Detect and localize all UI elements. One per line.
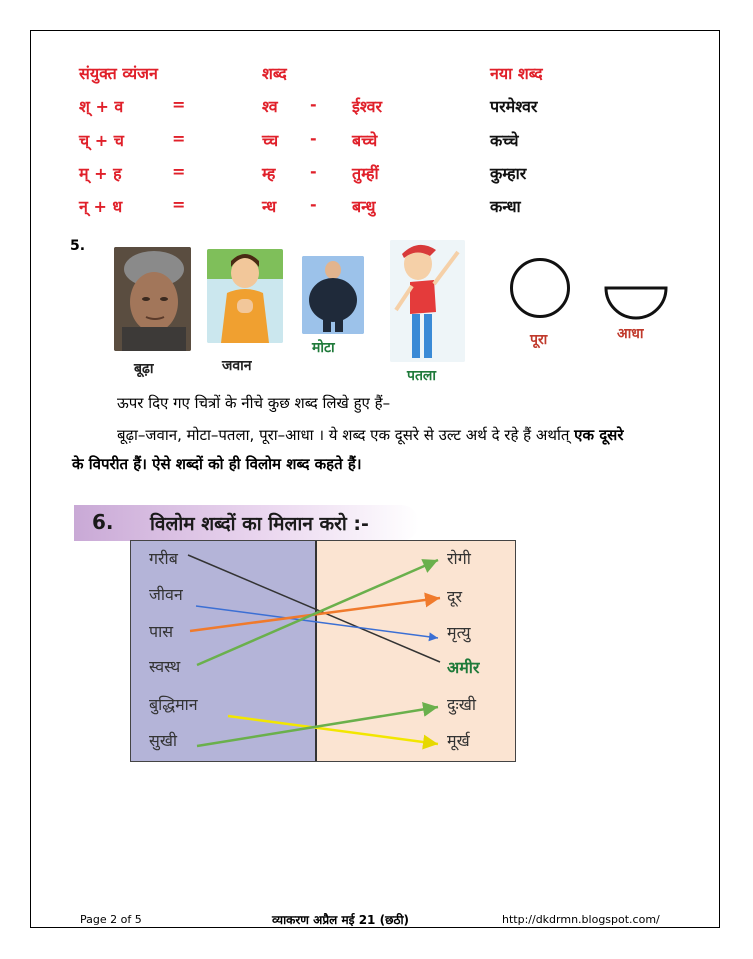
left-word[interactable]: स्वस्थ	[149, 657, 181, 676]
caption-half: आधा	[617, 326, 644, 342]
section-5-number: 5.	[70, 238, 86, 254]
para-intro: ऊपर दिए गए चित्रों के नीचे कुछ शब्द लिखे हुए हैं–	[117, 394, 391, 412]
row-naya: कुम्हार	[490, 164, 527, 183]
caption-full: पूरा	[530, 332, 548, 348]
header-shabd: शब्द	[262, 64, 287, 83]
left-word[interactable]: जीवन	[149, 585, 183, 604]
match-line-garib	[188, 555, 440, 662]
row-naya: परमेश्वर	[490, 97, 538, 116]
row-dash: -	[310, 95, 317, 114]
row-dash: -	[310, 162, 317, 181]
left-word[interactable]: पास	[149, 622, 174, 641]
section-6-title: विलोम शब्दों का मिलान करो :-	[150, 513, 369, 535]
match-line-buddhiman	[228, 716, 438, 744]
para-examples-text: बूढ़ा–जवान, मोटा–पतला, पूरा–आधा । ये शब्द एक दूसरे से उल्ट अर्थ दे रहे हैं अर्थात्	[117, 426, 570, 444]
row-word: बन्धु	[352, 197, 376, 216]
para-definition: के विपरीत हैं। ऐसे शब्दों को ही विलोम शब्द कहते हैं।	[72, 455, 362, 473]
caption-young: जवान	[222, 358, 252, 374]
row-word: ईश्वर	[352, 97, 383, 116]
right-word[interactable]: मृत्यु	[447, 623, 471, 642]
row-shabd: म्ह	[262, 164, 276, 183]
row-word: बच्चे	[352, 131, 378, 150]
left-word[interactable]: गरीब	[149, 549, 178, 568]
row-dash: -	[310, 195, 317, 214]
right-word[interactable]: रोगी	[447, 549, 471, 568]
row-combo: च् + च	[79, 131, 124, 150]
row-shabd: न्ध	[262, 197, 277, 216]
right-word[interactable]: दुःखी	[447, 695, 476, 714]
row-equals: =	[172, 129, 186, 148]
header-naya: नया शब्द	[490, 64, 543, 83]
row-combo: न् + ध	[79, 197, 123, 216]
row-combo: श् + व	[79, 97, 124, 116]
caption-fat: मोटा	[312, 340, 335, 356]
right-word[interactable]: मूर्ख	[447, 731, 470, 750]
row-equals: =	[172, 95, 186, 114]
footer-url[interactable]: http://dkdrmn.blogspot.com/	[502, 913, 660, 926]
footer-title: व्याकरण अप्रैल मई 21 (छठी)	[272, 913, 410, 927]
left-word[interactable]: सुखी	[149, 731, 178, 750]
row-shabd: श्व	[262, 97, 278, 116]
row-combo: म् + ह	[79, 164, 122, 183]
row-naya: कच्चे	[490, 131, 519, 150]
match-line-jeevan	[196, 606, 438, 638]
row-word: तुम्हीं	[352, 164, 379, 183]
para-examples-bold: एक दूसरे	[574, 426, 624, 444]
right-word[interactable]: अमीर	[447, 658, 480, 677]
row-shabd: च्च	[262, 131, 279, 150]
right-word[interactable]: दूर	[447, 587, 463, 606]
row-dash: -	[310, 129, 317, 148]
section-6-number: 6.	[92, 510, 114, 534]
match-line-swasth	[197, 560, 438, 665]
left-word[interactable]: बुद्धिमान	[149, 695, 198, 714]
footer-page: Page 2 of 5	[80, 913, 142, 926]
row-equals: =	[172, 162, 186, 181]
header-combo: संयुक्त व्यंजन	[79, 64, 158, 83]
row-equals: =	[172, 195, 186, 214]
caption-old: बूढ़ा	[134, 361, 154, 377]
row-naya: कन्धा	[490, 197, 521, 216]
caption-thin: पतला	[407, 368, 437, 384]
